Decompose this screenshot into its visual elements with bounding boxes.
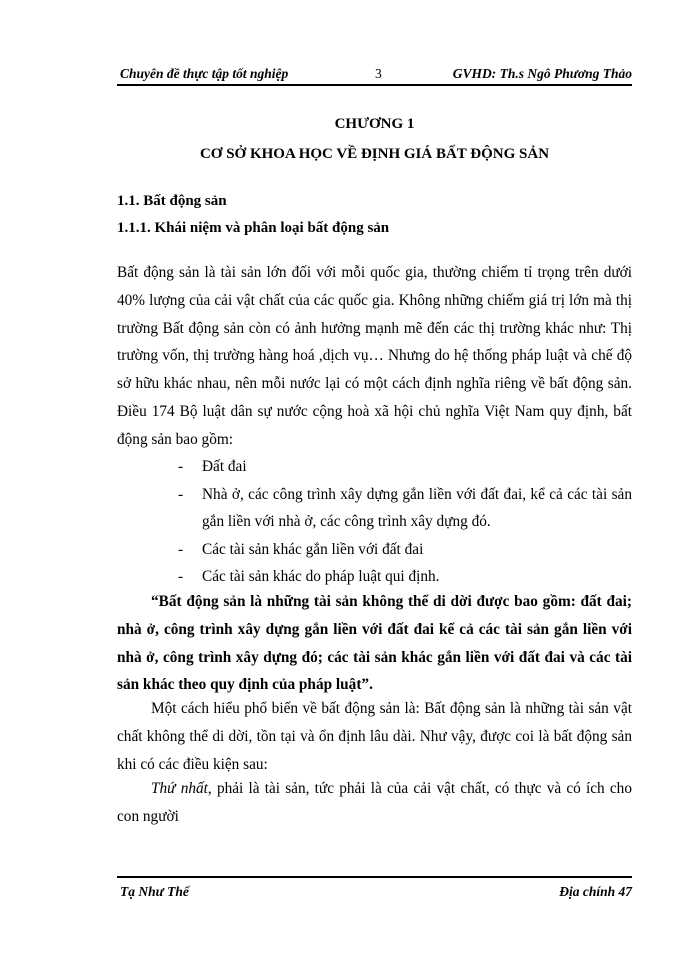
- header-page-number: 3: [375, 66, 382, 81]
- list-bullet: -: [178, 485, 184, 503]
- paragraph-quote: “Bất động sản là những tài sản không thể di dời được bao gồm: đất đai; nhà ở, công trình xây dựng gắn liền với đất đai kể cả các tài sản gắn liền với nhà ở, công trình xây dựng đó; các tài sản khác gắn liền với đất đai và các tài sản khác theo quy định của pháp luật”.: [117, 593, 632, 694]
- list-bullet: -: [178, 540, 184, 558]
- page-header: [117, 64, 632, 86]
- list-bullet: -: [178, 568, 184, 585]
- list-item: - Đất đai: [178, 453, 632, 481]
- footer-author: Tạ Như Thế: [120, 884, 189, 899]
- first-condition-label: Thứ nhất: [151, 780, 208, 797]
- footer-class: Địa chính 47: [559, 884, 632, 899]
- header-report-title: Chuyên đề thực tập tốt nghiệp: [120, 66, 289, 81]
- real-estate-list: [178, 453, 632, 591]
- list-item: - Các tài sản khác gắn liền với đất đai: [178, 536, 632, 564]
- paragraph-definition: Bất động sản là tài sản lớn đối với mỗi quốc gia, thường chiếm tỉ trọng trên dưới 40% lượng của cải vật chất của các quốc gia. Không những chiếm giá trị lớn mà thị trường Bất động sản còn có ảnh hưởng mạnh mẽ đến các thị trường khác như: Thị trường vốn, thị trường hàng hoá ,dịch vụ… Nhưng do hệ thống pháp luật và chế độ sở hữu khác nhau, nên mỗi nước lại có một cách định nghĩa riêng về bất động sản. Điều 174 Bộ luật dân sự nước cộng hoà xã hội chủ nghĩa Việt Nam quy định, bất động sản bao gồm:: [117, 264, 632, 448]
- header-rule: [117, 84, 632, 86]
- list-item: - Các tài sản khác do pháp luật qui định.: [178, 563, 632, 591]
- list-item: - Nhà ở, các công trình xây dựng gắn liền với đất đai, kể cả các tài sản gắn liền với nhà ở, các công trình xây dựng đó.: [178, 481, 632, 536]
- chapter-title: CƠ SỞ KHOA HỌC VỀ ĐỊNH GIÁ BẤT ĐỘNG SẢN: [199, 146, 550, 162]
- section-heading-1-1-1: 1.1.1. Khái niệm và phân loại bất động sản: [117, 220, 390, 236]
- first-condition-text: , phải là tài sản, tức phải là của cải vật chất, có thực và có ích cho con người: [117, 780, 632, 825]
- footer-rule: [117, 876, 632, 878]
- paragraph-first-condition: [117, 775, 632, 831]
- list-bullet: -: [178, 458, 184, 475]
- section-heading-1-1: 1.1. Bất động sản: [117, 193, 227, 209]
- chapter-number: CHƯƠNG 1: [334, 116, 415, 132]
- header-supervisor: GVHD: Th.s Ngô Phương Thảo: [452, 66, 632, 81]
- paragraph-common-understanding: Một cách hiểu phổ biến về bất động sản là: Bất động sản là những tài sản vật chất không thể di dời, tồn tại và ổn định lâu dài. Như vậy, được coi là bất động sản khi có các điều kiện sau:: [117, 700, 632, 773]
- page-footer: [117, 882, 632, 904]
